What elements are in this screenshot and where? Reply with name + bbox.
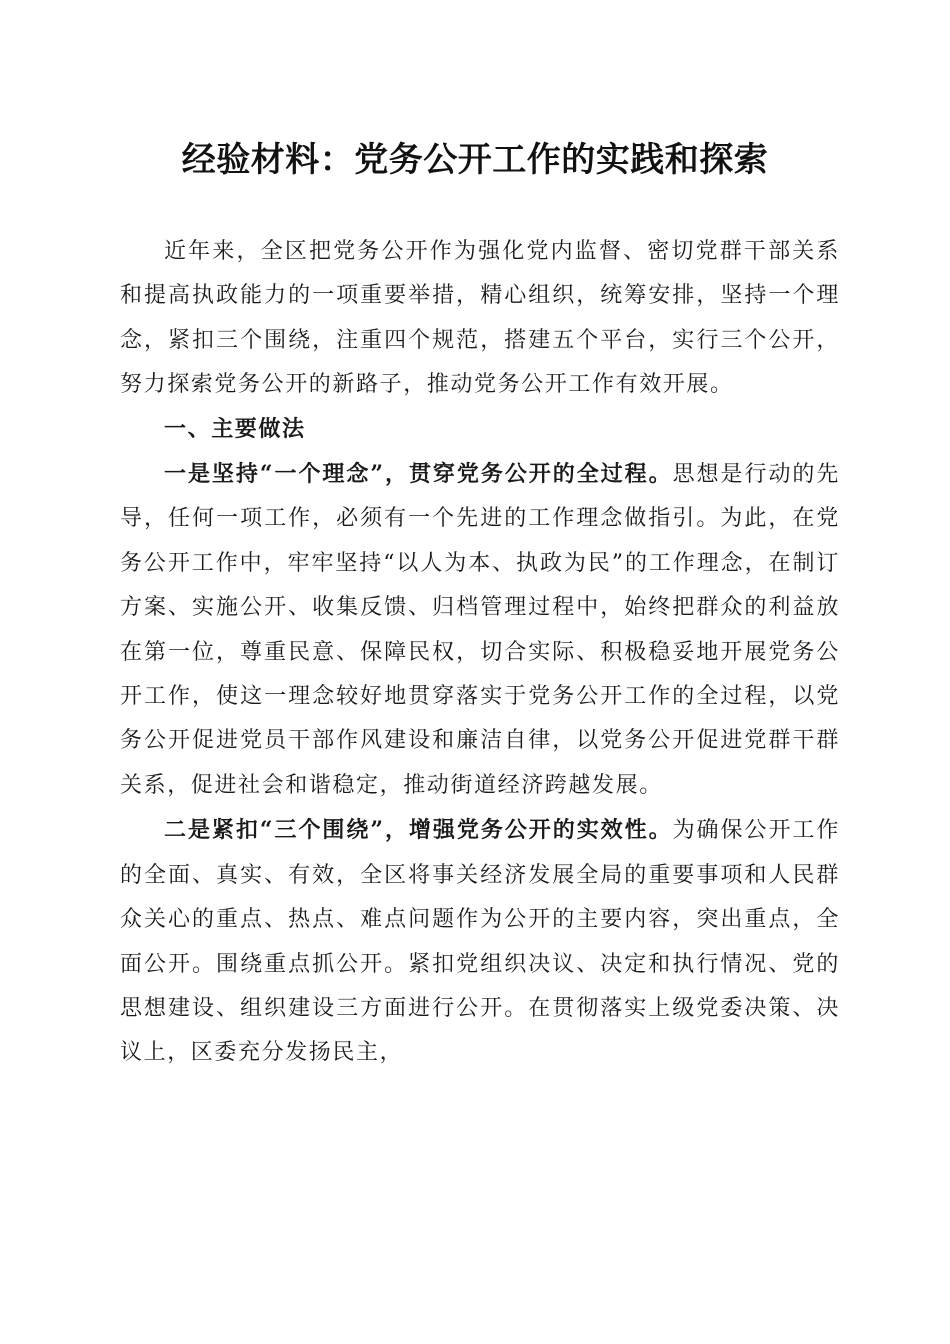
point-two-lead: 二是紧扣“三个围绕”，增强党务公开的实效性。 <box>164 817 673 844</box>
point-two-text: 为确保公开工作的全面、真实、有效，全区将事关经济发展全局的重要事项和人民群众关心的重点、热点、难点问题作为公开的主要内容，突出重点，全面公开。围绕重点抓公开。紧扣党组织决议、决定和执行情况、党的思想建设、组织建设三方面进行公开。在贯彻落实上级党委决策、决议上，区委充分发扬民主， <box>120 818 840 1066</box>
point-one-text: 思想是行动的先导，任何一项工作，必须有一个先进的工作理念做指引。为此，在党务公开工作中，牢牢坚持“以人为本、执政为民”的工作理念，在制订方案、实施公开、收集反馈、归档管理过程中，始终把群众的利益放在第一位，尊重民意、保障民权，切合实际、积极稳妥地开展党务公开工作，使这一理念较好地贯穿落实于党务公开工作的全过程，以党务公开促进党员干部作风建设和廉洁自律，以党务公开促进党群干群关系，促进社会和谐稳定，推动街道经济跨越发展。 <box>120 462 840 798</box>
section-heading-main-practices: 一、主要做法 <box>164 416 306 442</box>
point-one-paragraph <box>120 452 840 808</box>
point-one-lead: 一是坚持“一个理念”，贯穿党务公开的全过程。 <box>164 461 673 488</box>
document-title: 经验材料：党务公开工作的实践和探索 <box>181 140 769 180</box>
document-body <box>120 230 840 1076</box>
point-two-paragraph <box>120 808 840 1075</box>
intro-paragraph: 近年来，全区把党务公开作为强化党内监督、密切党群干部关系和提高执政能力的一项重要举措，精心组织，统筹安排，坚持一个理念，紧扣三个围绕，注重四个规范，搭建五个平台，实行三个公开，努力探索党务公开的新路子，推动党务公开工作有效开展。 <box>120 239 840 398</box>
